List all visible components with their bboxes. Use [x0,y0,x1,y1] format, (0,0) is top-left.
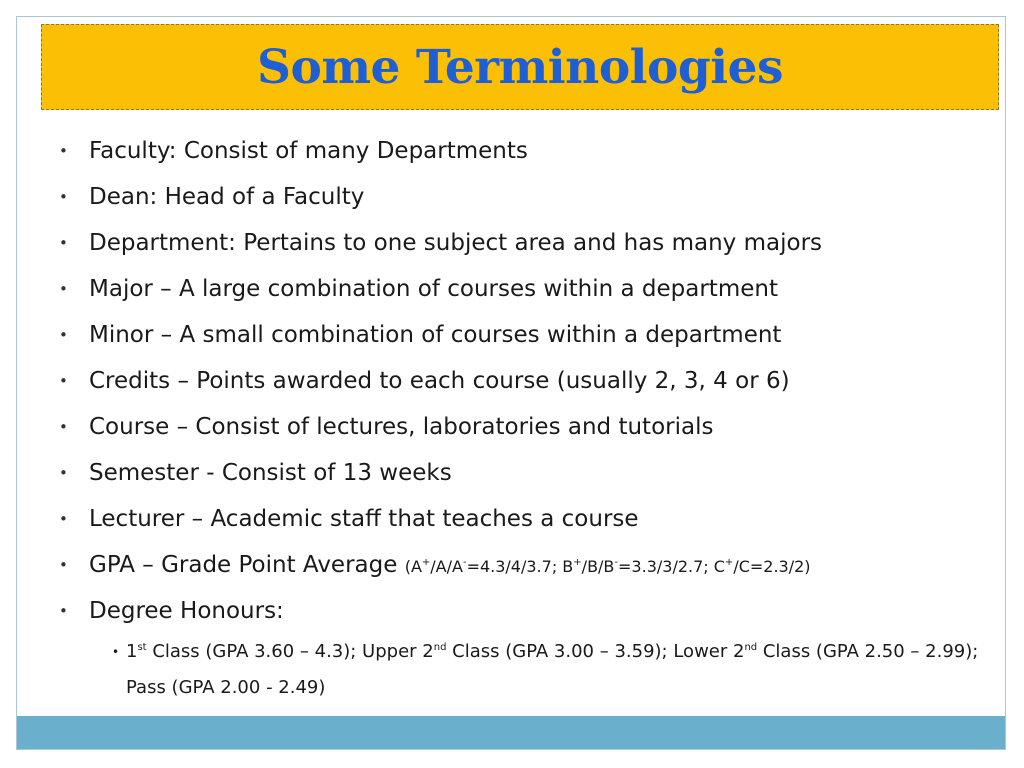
degree-label: Degree Honours: [89,598,284,624]
bullet-icon: • [59,142,68,160]
bullet-item [54,266,1004,312]
bullet-item-gpa [54,542,1004,588]
gpa-detail-text: /A/A [430,557,463,576]
gpa-superscript: + [421,557,431,568]
gpa-detail-text: =3.3/3/2.7; C [618,557,725,576]
degree-sub-list [112,634,1002,706]
degree-superscript: st [137,642,147,653]
bullet-icon: • [59,556,68,574]
bullet-text: Credits – Points awarded to each course (usually 2, 3, 4 or 6) [89,368,790,394]
title-bar [41,24,999,110]
bullet-item [54,450,1004,496]
footer-bar [17,716,1005,749]
gpa-detail [405,557,811,576]
gpa-superscript: - [462,557,467,568]
bullet-item [54,496,1004,542]
bullet-text: Dean: Head of a Faculty [89,184,365,210]
gpa-superscript: - [614,557,619,568]
bullet-item [54,128,1004,174]
bullet-icon: • [59,234,68,252]
degree-classes [112,634,1002,706]
degree-text: Class (GPA 3.60 – 4.3); Upper 2 [146,641,434,662]
gpa-label: GPA – Grade Point Average [89,552,405,578]
gpa-detail-text: (A [404,557,422,576]
bullet-item [54,312,1004,358]
gpa-detail-text: =4.3/4/3.7; B [466,557,574,576]
bullet-text: Faculty: Consist of many Departments [89,138,528,164]
bullet-text: Major – A large combination of courses within a department [89,276,778,302]
bullet-icon: • [59,280,68,298]
degree-text: Class (GPA 3.00 – 3.59); Lower 2 [446,641,745,662]
degree-superscript: nd [433,642,447,653]
gpa-superscript: + [724,557,734,568]
bullet-text: Department: Pertains to one subject area and has many majors [89,230,823,256]
bullet-item [54,404,1004,450]
gpa-detail-text: /C=2.3/2) [733,557,811,576]
slide-content [54,128,1004,698]
bullet-icon: • [59,510,68,528]
degree-text: 1 [126,641,138,662]
bullet-text: Minor – A small combination of courses within a department [89,322,782,348]
degree-superscript: nd [744,642,758,653]
slide-title: Some Terminologies [257,39,783,95]
bullet-icon: • [59,418,68,436]
bullet-text: Lecturer – Academic staff that teaches a course [89,506,639,532]
bullet-icon: • [59,464,68,482]
bullet-item [54,220,1004,266]
bullet-item [54,358,1004,404]
bullet-text: Semester - Consist of 13 weeks [89,460,452,486]
bullet-item-degree [54,588,1004,634]
bullet-icon: • [59,372,68,390]
degree-text: Class (GPA 2.50 – 2.99); Pass (GPA 2.00 - 2.49) [126,641,979,698]
gpa-detail-text: /B/B [581,557,615,576]
gpa-superscript: + [573,557,582,568]
sub-bullet-icon: • [112,645,120,659]
bullet-icon: • [59,326,68,344]
bullet-icon: • [59,602,68,620]
bullet-text: Course – Consist of lectures, laboratories and tutorials [89,414,714,440]
bullet-icon: • [59,188,68,206]
bullet-list [54,128,1004,634]
bullet-item [54,174,1004,220]
